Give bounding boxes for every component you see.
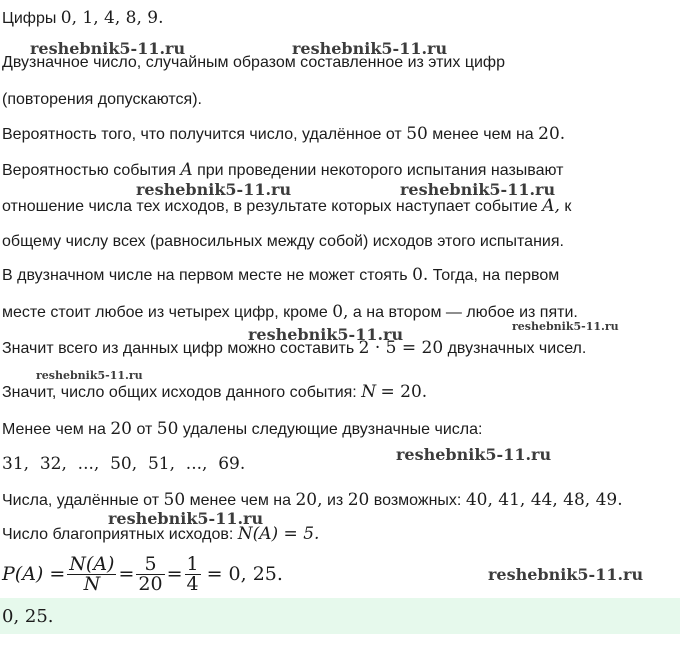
text: Значит, число общих исходов данного события: <box>2 384 357 401</box>
text: Тогда, на первом <box>432 267 560 284</box>
text: Цифры <box>2 10 57 27</box>
watermark: reshebnik5-11.ru <box>488 565 644 584</box>
watermark: reshebnik5-11.ru <box>108 509 264 528</box>
numerator: N(A) <box>69 552 115 575</box>
math: N(A) = 5. <box>237 524 320 544</box>
text: возможных: <box>373 492 462 509</box>
text: менее чем на <box>432 126 534 143</box>
numerator: 1 <box>186 552 199 575</box>
answer-value: 0, 25. <box>2 606 54 627</box>
watermark: reshebnik5-11.ru <box>292 39 448 58</box>
watermark: reshebnik5-11.ru <box>512 320 619 333</box>
math: 31, 32, ..., 50, 51, ..., 69. <box>2 454 246 474</box>
text: при проведении некоторого испытания называют <box>197 162 564 179</box>
answer-box <box>0 598 680 634</box>
watermark: reshebnik5-11.ru <box>400 180 556 199</box>
watermark: reshebnik5-11.ru <box>30 39 186 58</box>
math: 50 <box>406 124 428 144</box>
text: отношение числа тех исходов, в результате которых наступает событие <box>2 198 538 215</box>
line-repeats <box>2 90 202 110</box>
watermark: reshebnik5-11.ru <box>36 369 143 382</box>
fraction-1-over-4 <box>185 552 201 595</box>
probability-formula <box>2 548 283 600</box>
math: N <box>361 382 377 402</box>
text: Менее чем на <box>2 421 106 438</box>
text: Число благоприятных исходов: <box>2 526 234 543</box>
fraction-n-a-over-n <box>67 552 116 595</box>
text: менее чем на <box>189 492 291 509</box>
math: 2 · 5 = 20 <box>358 338 444 358</box>
math: 40, 41, 44, 48, 49. <box>465 490 623 510</box>
denominator: N <box>83 572 101 595</box>
text: из <box>326 492 344 509</box>
watermark: reshebnik5-11.ru <box>396 445 552 464</box>
text: к <box>564 198 572 215</box>
math: A, <box>542 196 560 216</box>
watermark: reshebnik5-11.ru <box>136 180 292 199</box>
denominator: 20 <box>138 572 163 595</box>
line-definition-1 <box>2 160 563 181</box>
line-digits <box>2 8 164 29</box>
line-first-digit <box>2 265 559 286</box>
math: 0, 1, 4, 8, 9. <box>60 8 164 28</box>
text: Двузначное число, случайным образом составленное из этих цифр <box>2 54 505 71</box>
line-favorable-list <box>2 490 623 511</box>
formula-lhs: P(A) = <box>2 563 66 585</box>
equals: = <box>166 563 183 585</box>
math: 20. <box>538 124 566 144</box>
line-outcomes <box>2 382 427 403</box>
math: 50 <box>163 490 186 510</box>
text: общему числу всех (равносильных между собой) исходов этого испытания. <box>2 233 564 250</box>
text: Вероятностью события <box>2 162 176 179</box>
line-less-than <box>2 419 482 440</box>
text: а на втором — любое из пяти. <box>352 304 578 321</box>
fraction-5-over-20 <box>136 552 164 595</box>
math: = 20. <box>380 382 428 402</box>
math: 20 <box>110 419 132 439</box>
math: 0, <box>332 302 349 322</box>
equals: = <box>118 563 135 585</box>
text: (повторения допускаются). <box>2 91 202 108</box>
text: Значит всего из данных цифр можно составить <box>2 340 355 357</box>
numerator: 5 <box>136 555 164 575</box>
math: A <box>180 160 193 180</box>
text: удалены следующие двузначные числа: <box>182 421 483 438</box>
line-number-range <box>2 454 245 475</box>
denominator: 4 <box>186 572 199 595</box>
text: месте стоит любое из четырех цифр, кроме <box>2 304 328 321</box>
line-question <box>2 124 565 145</box>
line-definition-2 <box>2 196 571 217</box>
text: Числа, удалённые от <box>2 492 160 509</box>
line-definition-3 <box>2 232 564 252</box>
text: В двузначном числе на первом месте не может стоять <box>2 267 408 284</box>
watermark: reshebnik5-11.ru <box>248 325 404 344</box>
math: 20, <box>295 490 323 510</box>
text: двузначных чисел. <box>447 340 587 357</box>
text: от <box>136 421 153 438</box>
formula-result: = 0, 25. <box>206 563 283 585</box>
math: 0. <box>412 265 429 285</box>
text: Вероятность того, что получится число, удалённое от <box>2 126 402 143</box>
line-second-digit <box>2 302 578 323</box>
math: 20 <box>347 490 370 510</box>
math: 50 <box>156 419 179 439</box>
